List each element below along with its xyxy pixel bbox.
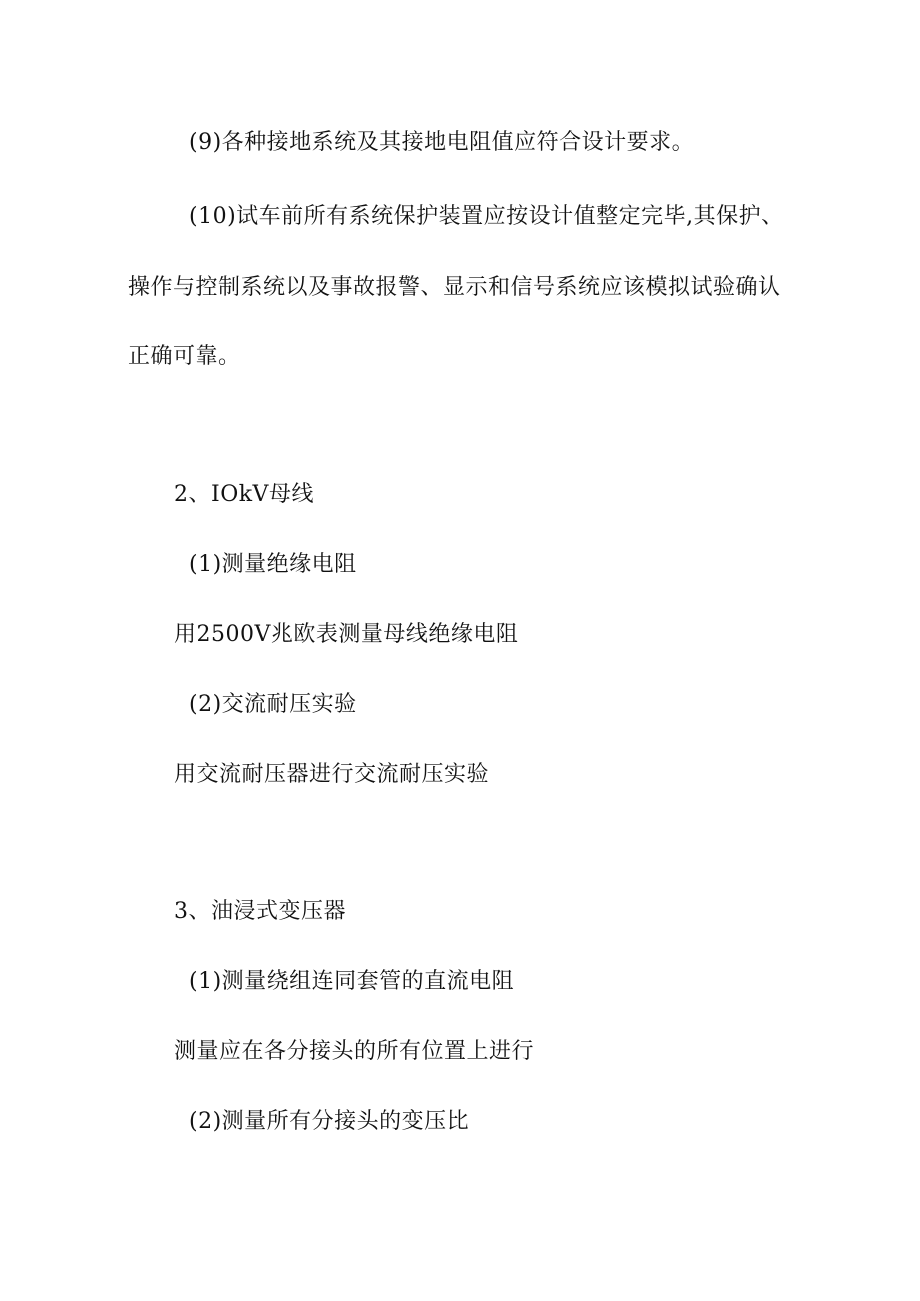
busbar-insulation-method: 用2500V兆欧表测量母线绝缘电阻 — [174, 622, 519, 647]
busbar-ac-withstand-method: 用交流耐压器进行交流耐压实验 — [174, 762, 490, 787]
transformer-dc-resistance-method: 测量应在各分接头的所有位置上进行 — [174, 1039, 535, 1064]
transformer-item-dc-resistance: (1)测量绕组连同套管的直流电阻 — [189, 969, 515, 994]
paragraph-item-9: (9)各种接地系统及其接地电阻值应符合设计要求。 — [189, 130, 695, 155]
transformer-item-ratio: (2)测量所有分接头的变压比 — [189, 1109, 470, 1134]
paragraph-item-10: (10)试车前所有系统保护装置应按设计值整定完毕,其保护、 — [189, 204, 784, 229]
paragraph-item-10-end: 正确可靠。 — [128, 344, 241, 369]
section-heading-transformer: 3、油浸式变压器 — [174, 899, 346, 924]
busbar-item-ac-withstand: (2)交流耐压实验 — [189, 692, 357, 717]
paragraph-item-10-continued: 操作与控制系统以及事故报警、显示和信号系统应该模拟试验确认 — [128, 275, 781, 300]
section-heading-busbar: 2、IOkV母线 — [174, 482, 314, 507]
busbar-item-insulation-resistance: (1)测量绝缘电阻 — [189, 552, 357, 577]
